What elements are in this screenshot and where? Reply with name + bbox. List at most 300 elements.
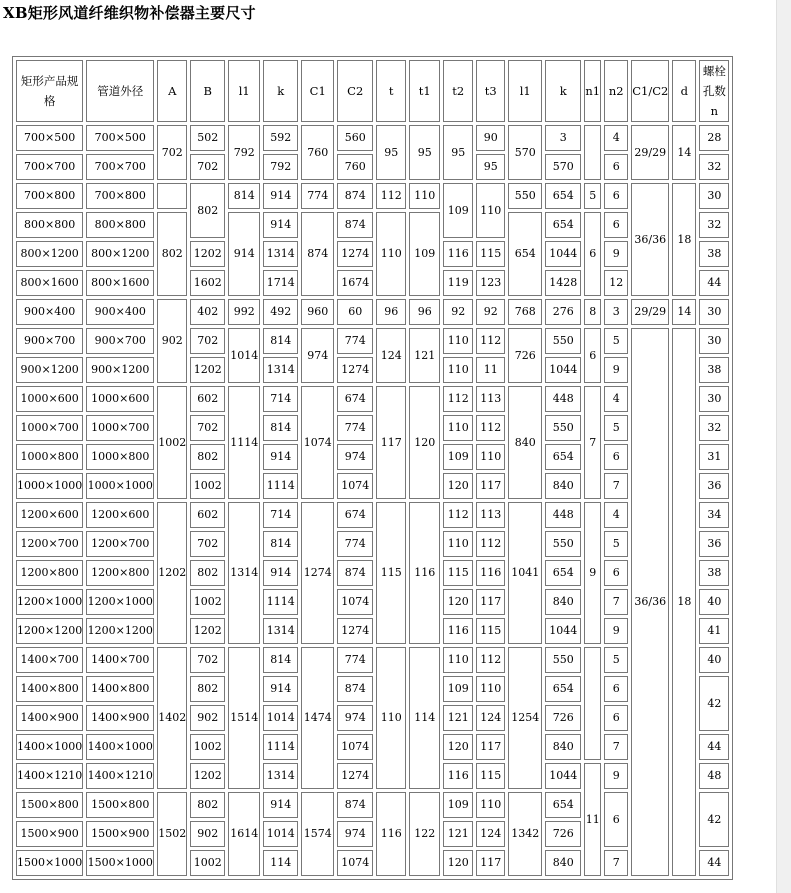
column-header: t2 [443, 60, 473, 122]
table-cell-t2: 109 [443, 676, 473, 702]
table-cell-n2: 6 [604, 183, 628, 209]
table-row [16, 328, 729, 354]
table-row [16, 705, 729, 731]
table-cell-t1: 116 [409, 502, 440, 644]
table-row [16, 734, 729, 760]
table-cell-n2: 6 [604, 676, 628, 702]
column-header: k [545, 60, 581, 122]
table-row [16, 589, 729, 615]
table-cell-bolts: 40 [699, 589, 729, 615]
table-cell-n1 [584, 125, 601, 180]
table-cell-C1: 1474 [301, 647, 334, 789]
table-cell-l1: 1614 [228, 792, 260, 876]
table-cell-k2: 276 [545, 299, 581, 325]
table-cell-k: 814 [263, 328, 298, 354]
table-cell-k2: 448 [545, 502, 581, 528]
table-cell-d: 14 [672, 125, 696, 180]
table-cell-B: 1202 [190, 618, 225, 644]
column-header: n2 [604, 60, 628, 122]
column-header: 矩形产品规格 [16, 60, 83, 122]
table-cell-k2: 726 [545, 821, 581, 847]
table-cell-l1: 1514 [228, 647, 260, 789]
table-cell-t3: 116 [476, 560, 505, 586]
table-row [16, 270, 729, 296]
table-cell-k: 914 [263, 444, 298, 470]
table-cell-n2: 7 [604, 473, 628, 499]
table-row [16, 154, 729, 180]
table-row [16, 792, 729, 818]
table-cell-k2: 3 [545, 125, 581, 151]
table-cell-t3: 115 [476, 618, 505, 644]
table-cell-C2: 1074 [337, 589, 373, 615]
table-cell-C2: 1274 [337, 763, 373, 789]
table-cell-t3: 112 [476, 328, 505, 354]
table-cell-l1: 1014 [228, 328, 260, 383]
table-cell-bolts: 36 [699, 473, 729, 499]
table-row [16, 357, 729, 383]
table-cell-k: 814 [263, 647, 298, 673]
table-row [16, 415, 729, 441]
table-cell-od: 1200×700 [86, 531, 154, 557]
table-cell-C2: 674 [337, 502, 373, 528]
table-cell-B: 1602 [190, 270, 225, 296]
table-cell-spec: 1000×1000 [16, 473, 83, 499]
table-cell-k: 814 [263, 531, 298, 557]
table-cell-t3: 11 [476, 357, 505, 383]
table-cell-bolts: 38 [699, 357, 729, 383]
table-cell-spec: 700×700 [16, 154, 83, 180]
table-cell-od: 700×500 [86, 125, 154, 151]
table-cell-c1c2: 29/29 [631, 299, 669, 325]
column-header: t [376, 60, 406, 122]
column-header: t1 [409, 60, 440, 122]
column-header: t3 [476, 60, 505, 122]
table-cell-t3: 117 [476, 473, 505, 499]
table-cell-k2: 654 [545, 444, 581, 470]
table-row [16, 241, 729, 267]
column-header: 管道外径 [86, 60, 154, 122]
table-cell-B: 1002 [190, 473, 225, 499]
table-cell-k2: 840 [545, 850, 581, 876]
table-cell-d: 14 [672, 299, 696, 325]
table-cell-spec: 1500×1000 [16, 850, 83, 876]
table-cell-k2: 1044 [545, 241, 581, 267]
column-header: d [672, 60, 696, 122]
table-cell-l1b: 726 [508, 328, 542, 383]
column-header: l1 [508, 60, 542, 122]
table-row [16, 618, 729, 644]
table-cell-spec: 800×800 [16, 212, 83, 238]
table-row [16, 560, 729, 586]
table-cell-k2: 1044 [545, 763, 581, 789]
table-cell-k2: 654 [545, 676, 581, 702]
table-cell-A: 902 [157, 299, 187, 383]
table-cell-B: 902 [190, 705, 225, 731]
table-cell-B: 1202 [190, 357, 225, 383]
table-cell-l1b: 654 [508, 212, 542, 296]
table-cell-C2: 1074 [337, 473, 373, 499]
table-row [16, 502, 729, 528]
table-cell-spec: 700×500 [16, 125, 83, 151]
table-cell-t: 96 [376, 299, 406, 325]
table-cell-B: 402 [190, 299, 225, 325]
table-cell-spec: 1400×1000 [16, 734, 83, 760]
table-cell-t2: 109 [443, 444, 473, 470]
table-cell-od: 800×800 [86, 212, 154, 238]
table-row [16, 183, 729, 209]
table-cell-n2: 6 [604, 560, 628, 586]
table-cell-k: 592 [263, 125, 298, 151]
table-cell-od: 1000×800 [86, 444, 154, 470]
table-cell-od: 800×1200 [86, 241, 154, 267]
table-row [16, 763, 729, 789]
table-cell-k2: 570 [545, 154, 581, 180]
table-cell-k: 914 [263, 183, 298, 209]
table-cell-C1: 874 [301, 212, 334, 296]
table-cell-l1b: 1041 [508, 502, 542, 644]
table-cell-l1b: 570 [508, 125, 542, 180]
table-cell-k2: 654 [545, 560, 581, 586]
table-cell-B: 1002 [190, 734, 225, 760]
table-cell-t3: 124 [476, 821, 505, 847]
table-cell-l1: 914 [228, 212, 260, 296]
table-cell-spec: 1200×1000 [16, 589, 83, 615]
table-cell-n2: 7 [604, 850, 628, 876]
table-cell-n2: 9 [604, 618, 628, 644]
table-row [16, 299, 729, 325]
table-cell-spec: 700×800 [16, 183, 83, 209]
table-cell-t2: 109 [443, 183, 473, 238]
table-cell-k: 714 [263, 386, 298, 412]
table-cell-B: 702 [190, 328, 225, 354]
table-cell-C2: 674 [337, 386, 373, 412]
table-cell-l1: 992 [228, 299, 260, 325]
table-cell-C2: 874 [337, 212, 373, 238]
table-cell-c1c2: 29/29 [631, 125, 669, 180]
table-cell-k2: 1428 [545, 270, 581, 296]
table-cell-l1b: 768 [508, 299, 542, 325]
table-cell-t3: 90 [476, 125, 505, 151]
table-cell-spec: 1000×600 [16, 386, 83, 412]
table-cell-od: 1000×700 [86, 415, 154, 441]
column-header: n1 [584, 60, 601, 122]
table-cell-C2: 974 [337, 821, 373, 847]
table-cell-n1: 6 [584, 212, 601, 296]
table-cell-t3: 112 [476, 531, 505, 557]
table-cell-B: 802 [190, 444, 225, 470]
table-cell-od: 800×1600 [86, 270, 154, 296]
column-header: C1 [301, 60, 334, 122]
table-cell-n1: 7 [584, 386, 601, 499]
table-cell-C2: 774 [337, 415, 373, 441]
table-cell-t2: 95 [443, 125, 473, 180]
table-cell-bolts: 48 [699, 763, 729, 789]
scrollbar[interactable] [776, 0, 791, 893]
table-cell-C2: 874 [337, 676, 373, 702]
table-cell-k: 914 [263, 676, 298, 702]
table-cell-C2: 974 [337, 705, 373, 731]
table-cell-t2: 112 [443, 502, 473, 528]
table-cell-t1: 120 [409, 386, 440, 499]
table-cell-k: 914 [263, 212, 298, 238]
table-cell-n2: 6 [604, 792, 628, 847]
table-cell-t3: 113 [476, 386, 505, 412]
table-cell-t1: 114 [409, 647, 440, 789]
table-cell-t2: 116 [443, 763, 473, 789]
table-cell-t2: 120 [443, 850, 473, 876]
table-cell-n1: 6 [584, 328, 601, 383]
table-cell-t2: 110 [443, 415, 473, 441]
table-cell-spec: 1200×600 [16, 502, 83, 528]
table-cell-A: 802 [157, 212, 187, 296]
table-cell-od: 1200×800 [86, 560, 154, 586]
table-cell-n1 [584, 647, 601, 760]
table-cell-l1: 1114 [228, 386, 260, 499]
table-cell-B: 902 [190, 821, 225, 847]
column-header: k [263, 60, 298, 122]
table-cell-spec: 1200×700 [16, 531, 83, 557]
table-cell-spec: 1400×700 [16, 647, 83, 673]
table-cell-B: 702 [190, 647, 225, 673]
table-cell-t3: 110 [476, 676, 505, 702]
table-cell-spec: 800×1600 [16, 270, 83, 296]
table-cell-t1: 110 [409, 183, 440, 209]
table-cell-C1: 960 [301, 299, 334, 325]
table-cell-t2: 121 [443, 821, 473, 847]
table-cell-l1b: 1342 [508, 792, 542, 876]
table-cell-k: 1114 [263, 473, 298, 499]
table-cell-n1: 9 [584, 502, 601, 644]
table-cell-t3: 117 [476, 734, 505, 760]
column-header: C2 [337, 60, 373, 122]
table-cell-t2: 116 [443, 241, 473, 267]
table-cell-spec: 800×1200 [16, 241, 83, 267]
table-cell-t1: 121 [409, 328, 440, 383]
table-cell-spec: 900×1200 [16, 357, 83, 383]
table-cell-od: 1200×600 [86, 502, 154, 528]
table-cell-t3: 123 [476, 270, 505, 296]
table-cell-n2: 6 [604, 444, 628, 470]
table-cell-C1: 974 [301, 328, 334, 383]
table-cell-bolts: 30 [699, 328, 729, 354]
table-cell-C1: 774 [301, 183, 334, 209]
table-cell-C2: 1674 [337, 270, 373, 296]
table-cell-n2: 5 [604, 531, 628, 557]
table-cell-A [157, 183, 187, 209]
table-cell-t2: 120 [443, 589, 473, 615]
table-cell-C2: 974 [337, 444, 373, 470]
table-cell-C1: 760 [301, 125, 334, 180]
table-cell-B: 502 [190, 125, 225, 151]
table-cell-k: 492 [263, 299, 298, 325]
table-cell-bolts: 31 [699, 444, 729, 470]
table-cell-k: 1314 [263, 357, 298, 383]
column-header: C1/C2 [631, 60, 669, 122]
table-cell-C2: 1074 [337, 850, 373, 876]
table-cell-k2: 654 [545, 183, 581, 209]
table-cell-od: 1200×1200 [86, 618, 154, 644]
table-row [16, 444, 729, 470]
table-cell-C2: 774 [337, 647, 373, 673]
table-cell-n2: 4 [604, 502, 628, 528]
table-cell-t3: 115 [476, 241, 505, 267]
table-cell-k2: 654 [545, 212, 581, 238]
table-cell-t2: 110 [443, 328, 473, 354]
table-cell-t3: 117 [476, 850, 505, 876]
table-cell-t: 116 [376, 792, 406, 876]
table-cell-k2: 840 [545, 589, 581, 615]
table-cell-spec: 1400×1210 [16, 763, 83, 789]
table-cell-k2: 1044 [545, 357, 581, 383]
table-row [16, 386, 729, 412]
table-cell-k: 1114 [263, 734, 298, 760]
table-cell-k: 1314 [263, 618, 298, 644]
table-cell-C1: 1074 [301, 386, 334, 499]
table-cell-t3: 92 [476, 299, 505, 325]
table-row [16, 676, 729, 702]
column-header: l1 [228, 60, 260, 122]
column-header: 螺栓孔数n [699, 60, 729, 122]
table-cell-od: 1400×900 [86, 705, 154, 731]
table-cell-spec: 900×400 [16, 299, 83, 325]
table-cell-spec: 900×700 [16, 328, 83, 354]
table-cell-t3: 110 [476, 792, 505, 818]
table-cell-n2: 6 [604, 154, 628, 180]
table-cell-bolts: 30 [699, 386, 729, 412]
table-cell-t3: 112 [476, 415, 505, 441]
table-cell-n2: 6 [604, 212, 628, 238]
table-cell-od: 1500×1000 [86, 850, 154, 876]
table-cell-spec: 1200×1200 [16, 618, 83, 644]
table-cell-B: 802 [190, 676, 225, 702]
table-cell-k2: 840 [545, 734, 581, 760]
table-cell-spec: 1000×800 [16, 444, 83, 470]
table-cell-t: 115 [376, 502, 406, 644]
table-cell-l1: 792 [228, 125, 260, 180]
table-cell-spec: 1500×800 [16, 792, 83, 818]
table-cell-C2: 560 [337, 125, 373, 151]
table-cell-t2: 112 [443, 386, 473, 412]
table-cell-bolts: 38 [699, 241, 729, 267]
table-cell-bolts: 42 [699, 792, 729, 847]
table-cell-C2: 1274 [337, 618, 373, 644]
table-cell-B: 602 [190, 386, 225, 412]
table-cell-bolts: 36 [699, 531, 729, 557]
table-cell-od: 1000×600 [86, 386, 154, 412]
table-cell-bolts: 28 [699, 125, 729, 151]
table-cell-k: 914 [263, 792, 298, 818]
table-cell-od: 1400×1000 [86, 734, 154, 760]
table-cell-od: 1200×1000 [86, 589, 154, 615]
table-cell-bolts: 30 [699, 299, 729, 325]
table-cell-t1: 95 [409, 125, 440, 180]
table-row [16, 850, 729, 876]
table-cell-k: 914 [263, 560, 298, 586]
table-row [16, 212, 729, 238]
table-cell-spec: 1400×900 [16, 705, 83, 731]
table-cell-od: 1000×1000 [86, 473, 154, 499]
table-cell-t2: 121 [443, 705, 473, 731]
table-cell-spec: 1400×800 [16, 676, 83, 702]
table-cell-k: 1014 [263, 705, 298, 731]
table-cell-bolts: 44 [699, 850, 729, 876]
column-header: A [157, 60, 187, 122]
table-cell-t3: 113 [476, 502, 505, 528]
table-row [16, 125, 729, 151]
table-cell-bolts: 44 [699, 734, 729, 760]
table-cell-od: 900×1200 [86, 357, 154, 383]
table-cell-C2: 874 [337, 183, 373, 209]
table-cell-k: 792 [263, 154, 298, 180]
table-cell-t: 117 [376, 386, 406, 499]
table-cell-od: 900×400 [86, 299, 154, 325]
table-cell-t3: 115 [476, 763, 505, 789]
table-cell-t2: 92 [443, 299, 473, 325]
table-cell-k: 114 [263, 850, 298, 876]
table-cell-C1: 1574 [301, 792, 334, 876]
table-cell-t1: 96 [409, 299, 440, 325]
table-cell-C2: 874 [337, 792, 373, 818]
table-cell-k: 1714 [263, 270, 298, 296]
table-cell-od: 1400×800 [86, 676, 154, 702]
table-cell-B: 802 [190, 183, 225, 238]
table-cell-t: 112 [376, 183, 406, 209]
table-cell-B: 802 [190, 792, 225, 818]
table-cell-n1: 5 [584, 183, 601, 209]
table-cell-n2: 9 [604, 357, 628, 383]
table-cell-spec: 1000×700 [16, 415, 83, 441]
table-cell-bolts: 38 [699, 560, 729, 586]
table-cell-B: 1202 [190, 241, 225, 267]
table-cell-C2: 1274 [337, 357, 373, 383]
table-cell-n1: 11 [584, 763, 601, 876]
table-cell-k: 1114 [263, 589, 298, 615]
table-cell-n2: 9 [604, 763, 628, 789]
table-cell-A: 702 [157, 125, 187, 180]
table-cell-c1c2: 36/36 [631, 183, 669, 296]
table-cell-od: 700×800 [86, 183, 154, 209]
table-cell-t2: 110 [443, 531, 473, 557]
table-cell-od: 1400×1210 [86, 763, 154, 789]
table-cell-t: 124 [376, 328, 406, 383]
table-cell-t: 95 [376, 125, 406, 180]
table-cell-C2: 60 [337, 299, 373, 325]
table-cell-l1b: 1254 [508, 647, 542, 789]
table-cell-bolts: 30 [699, 183, 729, 209]
table-cell-k: 1314 [263, 763, 298, 789]
table-cell-t2: 110 [443, 647, 473, 673]
table-cell-B: 702 [190, 531, 225, 557]
table-cell-d: 18 [672, 183, 696, 296]
table-cell-bolts: 34 [699, 502, 729, 528]
table-cell-B: 702 [190, 154, 225, 180]
table-cell-bolts: 32 [699, 415, 729, 441]
table-cell-k2: 1044 [545, 618, 581, 644]
table-cell-d: 18 [672, 328, 696, 876]
table-cell-l1: 814 [228, 183, 260, 209]
table-row [16, 473, 729, 499]
table-cell-C2: 774 [337, 531, 373, 557]
table-cell-l1b: 550 [508, 183, 542, 209]
table-cell-od: 1400×700 [86, 647, 154, 673]
dimensions-table [12, 56, 733, 880]
table-cell-C2: 1074 [337, 734, 373, 760]
table-cell-t1: 122 [409, 792, 440, 876]
table-cell-od: 700×700 [86, 154, 154, 180]
table-cell-od: 1500×800 [86, 792, 154, 818]
table-header-row [16, 60, 729, 122]
table-cell-k: 1314 [263, 241, 298, 267]
